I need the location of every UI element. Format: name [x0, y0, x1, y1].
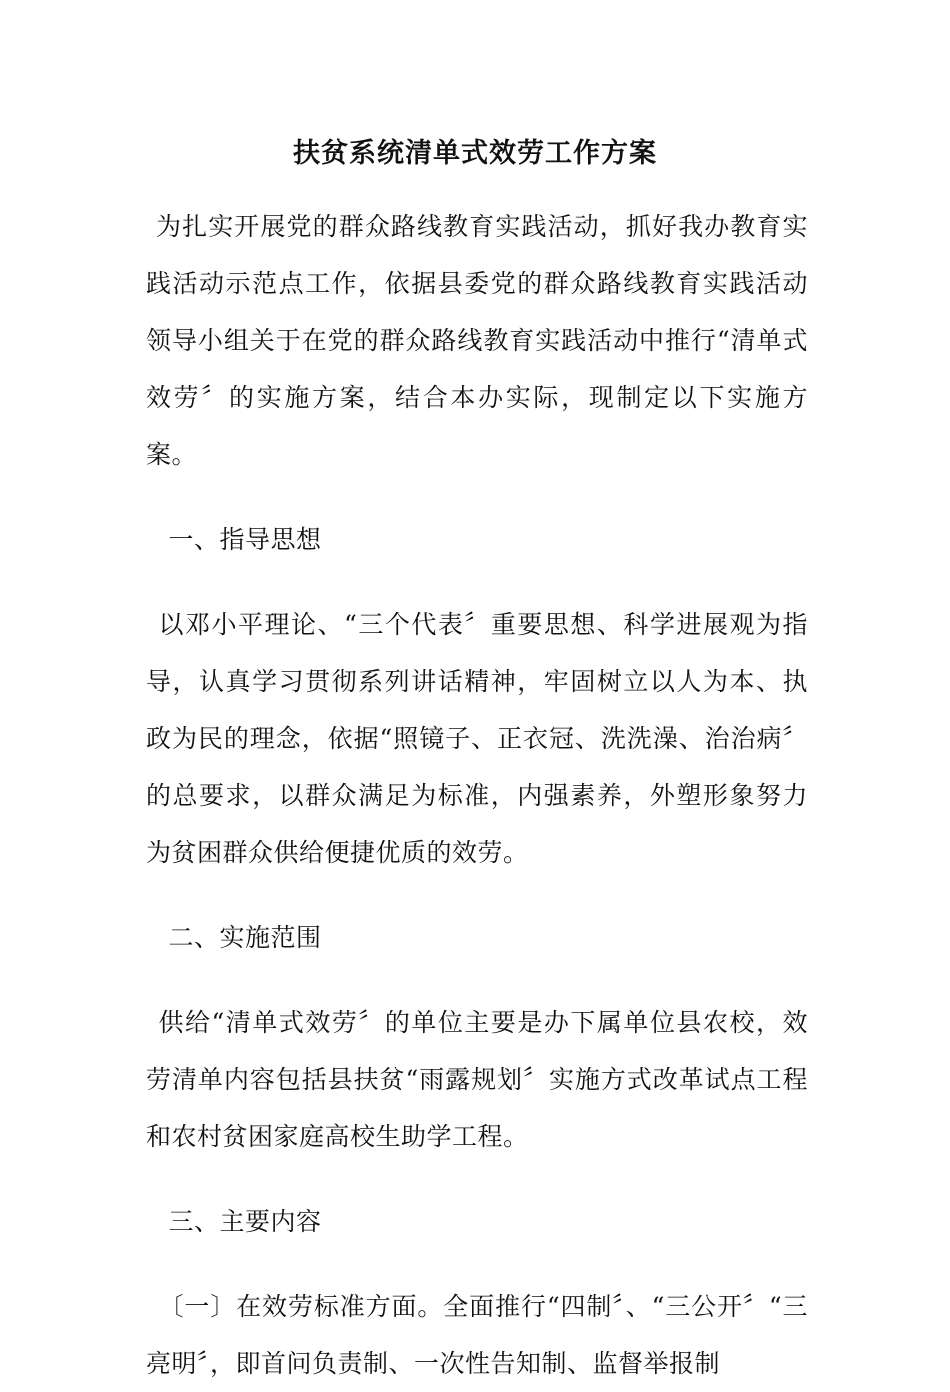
section-body-main-content: 〔一〕在效劳标准方面。全面推行“四制〞、“三公开〞“三亮明〞，即首问负责制、一次性告知制、监督举报制	[146, 1292, 808, 1378]
paragraph-gap	[146, 1250, 808, 1278]
section-heading-main-content: 三、主要内容	[168, 1207, 322, 1236]
paragraph-gap	[146, 483, 808, 511]
paragraph-gap	[146, 1165, 808, 1193]
paragraph-gap	[146, 568, 808, 596]
document-title: 扶贫系统清单式效劳工作方案	[293, 138, 657, 169]
section-body-guiding-ideology: 以邓小平理论、“三个代表〞重要思想、科学进展观为指导，认真学习贯彻系列讲话精神，牢固树立以人为本、执政为民的理念，依据“照镜子、正衣冠、洗洗澡、治治病〞的总要求，以群众满足为标准，内强素养，外塑形象努力为贫困群众供给便捷优质的效劳。	[146, 610, 808, 867]
section-heading-scope: 二、实施范围	[168, 923, 322, 952]
intro-paragraph: 为扎实开展党的群众路线教育实践活动，抓好我办教育实践活动示范点工作，依据县委党的群众路线教育实践活动领导小组关于在党的群众路线教育实践活动中推行“清单式效劳〞的实施方案，结合本办实际，现制定以下实施方案。	[146, 212, 808, 469]
document-body	[146, 198, 808, 1392]
section-heading-guiding-ideology: 一、指导思想	[168, 525, 322, 554]
paragraph-gap	[146, 881, 808, 909]
section-body-scope: 供给“清单式效劳〞的单位主要是办下属单位县农校，效劳清单内容包括县扶贫“雨露规划〞实施方式改革试点工程和农村贫困家庭高校生助学工程。	[146, 1008, 808, 1151]
paragraph-gap	[146, 966, 808, 994]
